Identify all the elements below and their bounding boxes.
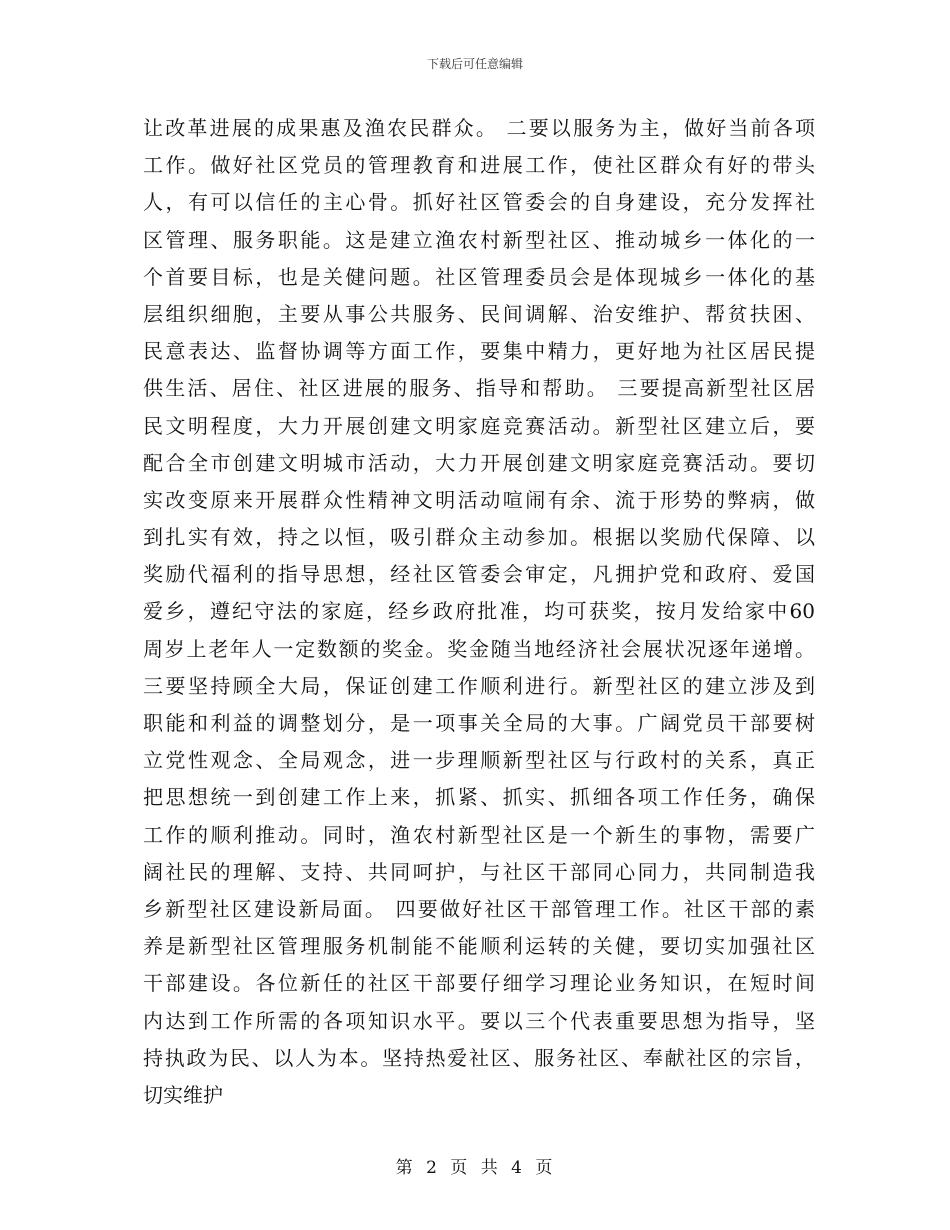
text-line: 到扎实有效，持之以恒，吸引群众主动参加。根据以奖励代保障、以 bbox=[143, 525, 815, 550]
text-line: 人，有可以信任的主心骨。抓好社区管委会的自身建设，充分发挥社 bbox=[143, 190, 815, 215]
text-line: 实改变原来开展群众性精神文明活动喧闹有余、流于形势的弊病，做 bbox=[143, 487, 815, 512]
text-line: 个首要目标，也是关健问题。社区管理委员会是体现城乡一体化的基 bbox=[143, 264, 815, 289]
text-line: 民意表达、监督协调等方面工作，要集中精力，更好地为社区居民提 bbox=[143, 339, 815, 364]
text-line: 工作。做好社区党员的管理教育和进展工作，使社区群众有好的带头 bbox=[143, 153, 815, 178]
text-line: 干部建设。各位新任的社区干部要仔细学习理论业务知识，在短时间 bbox=[143, 971, 815, 996]
text-line: 让改革进展的成果惠及渔农民群众。 二要以服务为主，做好当前各项 bbox=[143, 116, 815, 140]
text-line: 切实维护 bbox=[143, 1082, 223, 1107]
text-line: 区管理、服务职能。这是建立渔农村新型社区、推动城乡一体化的一 bbox=[143, 227, 815, 252]
text-line: 供生活、居住、社区进展的服务、指导和帮助。 三要提高新型社区居 bbox=[143, 376, 815, 401]
text-line: 工作的顺利推动。同时，渔农村新型社区是一个新生的事物，需要广 bbox=[143, 822, 815, 847]
text-line: 职能和利益的调整划分，是一项事关全局的大事。广阔党员干部要树 bbox=[143, 711, 815, 735]
text-line: 内达到工作所需的各项知识水平。要以三个代表重要思想为指导，坚 bbox=[143, 1008, 815, 1033]
text-line: 层组织细胞，主要从事公共服务、民间调解、治安维护、帮贫扶困、 bbox=[143, 301, 815, 326]
text-line: 三要坚持顾全大局，保证创建工作顺利进行。新型社区的建立涉及到 bbox=[143, 673, 815, 698]
text-line: 把思想统一到创建工作上来，抓紧、抓实、抓细各项工作任务，确保 bbox=[143, 785, 815, 810]
text-line: 周岁上老年人一定数额的奖金。奖金随当地经济社会展状况逐年递增。 bbox=[143, 636, 815, 661]
page-footer: 第 2 页 共 4 页 bbox=[395, 1158, 555, 1178]
text-line: 阔社民的理解、支持、共同呵护，与社区干部同心同力，共同制造我 bbox=[143, 859, 815, 884]
text-line: 爱乡，遵纪守法的家庭，经乡政府批准，均可获奖，按月发给家中60 bbox=[143, 599, 815, 624]
text-line: 立党性观念、全局观念，进一步理顺新型社区与行政村的关系，真正 bbox=[143, 748, 815, 773]
text-line: 奖励代福利的指导思想，经社区管委会审定，凡拥护党和政府、爱国 bbox=[143, 562, 815, 587]
body-text bbox=[143, 110, 815, 1114]
text-line: 民文明程度，大力开展创建文明家庭竞赛活动。新型社区建立后，要 bbox=[143, 413, 815, 438]
text-line: 养是新型社区管理服务机制能不能顺利运转的关健，要切实加强社区 bbox=[143, 934, 815, 959]
page-header: 下载后可任意编辑 bbox=[426, 57, 523, 71]
text-line: 乡新型社区建设新局面。 四要做好社区干部管理工作。社区干部的素 bbox=[143, 896, 815, 921]
text-line: 配合全市创建文明城市活动，大力开展创建文明家庭竞赛活动。要切 bbox=[143, 450, 815, 475]
text-line: 持执政为民、以人为本。坚持热爱社区、服务社区、奉献社区的宗旨， bbox=[143, 1045, 815, 1070]
